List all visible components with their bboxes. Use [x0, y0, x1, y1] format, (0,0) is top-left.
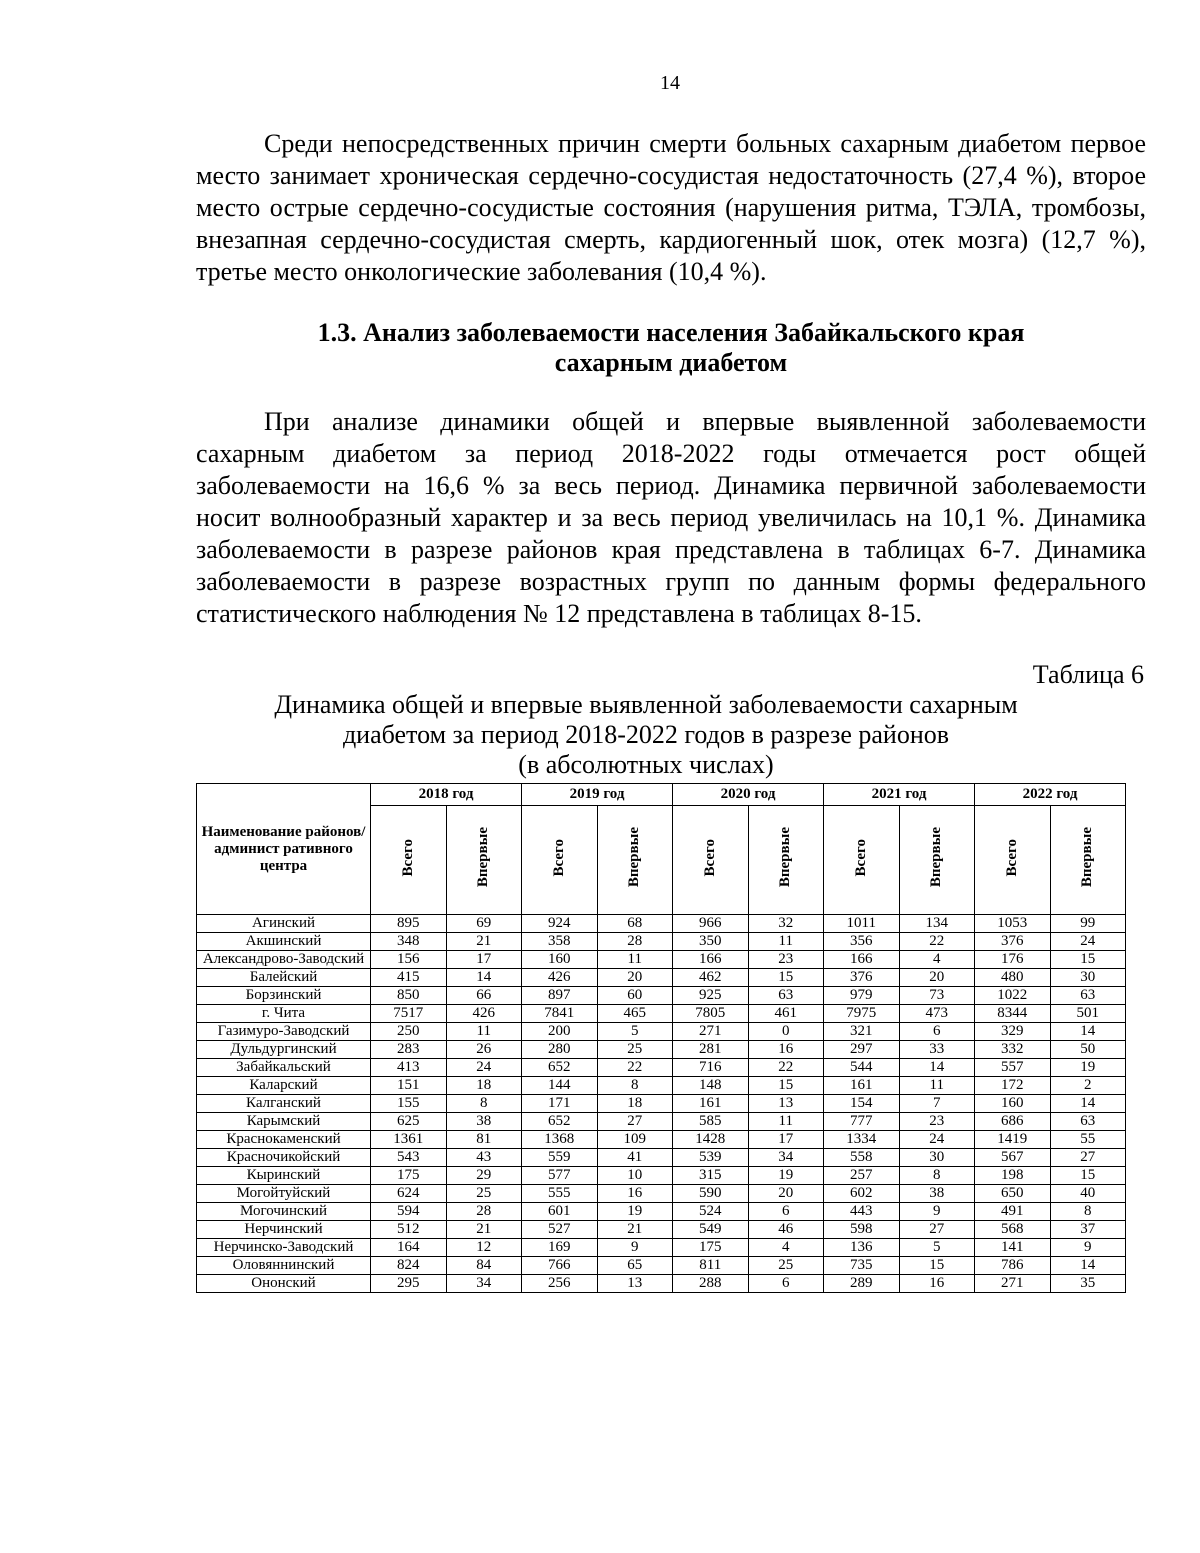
new-cases-cell: 73 [899, 987, 975, 1005]
incidence-table [196, 783, 1126, 1293]
district-name: Ононский [197, 1275, 371, 1293]
new-cases-cell: 63 [1050, 1113, 1126, 1131]
district-name: Карымский [197, 1113, 371, 1131]
total-cell: 602 [824, 1185, 900, 1203]
district-name: Дульдургинский [197, 1041, 371, 1059]
total-cell: 577 [522, 1167, 598, 1185]
total-cell: 895 [371, 915, 447, 933]
new-cases-cell: 14 [446, 969, 522, 987]
new-cases-cell: 6 [899, 1023, 975, 1041]
total-cell: 256 [522, 1275, 598, 1293]
total-header [371, 806, 447, 915]
new-cases-cell: 81 [446, 1131, 522, 1149]
new-cases-cell: 25 [446, 1185, 522, 1203]
heading-line-2: сахарным диабетом [554, 348, 788, 377]
paragraph-causes-of-death [196, 128, 1146, 288]
table-row [197, 1095, 1126, 1113]
caption-line-3: (в абсолютных числах) [518, 750, 774, 779]
total-label: Всего [852, 838, 869, 877]
new-cases-cell: 15 [899, 1257, 975, 1275]
total-cell: 979 [824, 987, 900, 1005]
new-cases-cell: 5 [597, 1023, 673, 1041]
total-cell: 557 [975, 1059, 1051, 1077]
new-cases-cell: 501 [1050, 1005, 1126, 1023]
new-cases-cell: 21 [597, 1221, 673, 1239]
total-cell: 356 [824, 933, 900, 951]
table-row [197, 1149, 1126, 1167]
total-cell: 716 [673, 1059, 749, 1077]
new-cases-cell: 4 [748, 1239, 824, 1257]
total-cell: 175 [371, 1167, 447, 1185]
total-cell: 480 [975, 969, 1051, 987]
new-cases-cell: 46 [748, 1221, 824, 1239]
new-cases-cell: 27 [1050, 1149, 1126, 1167]
total-cell: 1053 [975, 915, 1051, 933]
year-header: 2021 год [824, 784, 975, 806]
total-cell: 200 [522, 1023, 598, 1041]
total-cell: 156 [371, 951, 447, 969]
new-header [597, 806, 673, 915]
total-cell: 850 [371, 987, 447, 1005]
total-cell: 198 [975, 1167, 1051, 1185]
total-cell: 543 [371, 1149, 447, 1167]
table-row [197, 1077, 1126, 1095]
total-cell: 161 [673, 1095, 749, 1113]
paragraph-text: При анализе динамики общей и впервые выявленной заболеваемости сахарным диабетом за период 2018-2022 годы отмечается рост общей заболеваемости на 16,6 % за весь период. Динамика первичной заболеваемости носит волнообразный характер и за весь период увеличилась на 10,1 %. Динамика заболеваемости в разрезе районов края представлена в таблицах 6-7. Динамика заболеваемости в разрезе возрастных групп по данным формы федерального статистического наблюдения № 12 представлена в таблицах 8-15. [196, 407, 1146, 628]
total-label: Всего [399, 838, 416, 877]
district-name: г. Чита [197, 1005, 371, 1023]
table-label: Таблица 6 [1032, 660, 1144, 689]
total-cell: 166 [824, 951, 900, 969]
district-name: Калганский [197, 1095, 371, 1113]
total-cell: 171 [522, 1095, 598, 1113]
total-cell: 650 [975, 1185, 1051, 1203]
new-cases-cell: 34 [748, 1149, 824, 1167]
total-cell: 172 [975, 1077, 1051, 1095]
district-name: Могойтуйский [197, 1185, 371, 1203]
new-cases-cell: 43 [446, 1149, 522, 1167]
total-cell: 413 [371, 1059, 447, 1077]
new-cases-cell: 461 [748, 1005, 824, 1023]
total-cell: 283 [371, 1041, 447, 1059]
total-cell: 462 [673, 969, 749, 987]
new-cases-cell: 134 [899, 915, 975, 933]
caption-line-1: Динамика общей и впервые выявленной заболеваемости сахарным [274, 690, 1018, 719]
total-cell: 166 [673, 951, 749, 969]
district-name-header: Наименование районов/админист ративного центра [197, 784, 371, 915]
total-cell: 281 [673, 1041, 749, 1059]
new-cases-cell: 473 [899, 1005, 975, 1023]
total-cell: 686 [975, 1113, 1051, 1131]
year-header: 2019 год [522, 784, 673, 806]
total-cell: 376 [975, 933, 1051, 951]
new-cases-cell: 21 [446, 1221, 522, 1239]
district-name: Балейский [197, 969, 371, 987]
district-name: Кыринский [197, 1167, 371, 1185]
section-heading [196, 318, 1146, 378]
total-cell: 1022 [975, 987, 1051, 1005]
total-cell: 148 [673, 1077, 749, 1095]
total-cell: 348 [371, 933, 447, 951]
total-label: Всего [1003, 838, 1020, 877]
new-cases-cell: 29 [446, 1167, 522, 1185]
total-cell: 426 [522, 969, 598, 987]
table-row [197, 1041, 1126, 1059]
table-row [197, 969, 1126, 987]
new-cases-cell: 19 [748, 1167, 824, 1185]
new-cases-cell: 20 [899, 969, 975, 987]
total-cell: 1334 [824, 1131, 900, 1149]
new-cases-cell: 14 [899, 1059, 975, 1077]
table-row [197, 1185, 1126, 1203]
total-cell: 777 [824, 1113, 900, 1131]
total-cell: 1368 [522, 1131, 598, 1149]
total-cell: 315 [673, 1167, 749, 1185]
table-row [197, 1113, 1126, 1131]
year-header: 2022 год [975, 784, 1126, 806]
new-cases-cell: 30 [1050, 969, 1126, 987]
new-cases-cell: 28 [446, 1203, 522, 1221]
new-cases-cell: 17 [446, 951, 522, 969]
total-cell: 141 [975, 1239, 1051, 1257]
table-row [197, 1023, 1126, 1041]
total-cell: 1011 [824, 915, 900, 933]
total-cell: 625 [371, 1113, 447, 1131]
new-cases-cell: 465 [597, 1005, 673, 1023]
new-cases-cell: 20 [748, 1185, 824, 1203]
new-label: Впервые [777, 827, 794, 888]
new-cases-cell: 9 [899, 1203, 975, 1221]
total-cell: 297 [824, 1041, 900, 1059]
new-header [899, 806, 975, 915]
new-cases-cell: 33 [899, 1041, 975, 1059]
total-cell: 288 [673, 1275, 749, 1293]
district-name: Борзинский [197, 987, 371, 1005]
total-cell: 151 [371, 1077, 447, 1095]
new-cases-cell: 19 [1050, 1059, 1126, 1077]
total-cell: 160 [975, 1095, 1051, 1113]
total-cell: 7517 [371, 1005, 447, 1023]
total-cell: 7975 [824, 1005, 900, 1023]
new-cases-cell: 63 [748, 987, 824, 1005]
total-cell: 559 [522, 1149, 598, 1167]
new-label: Впервые [1079, 827, 1096, 888]
paragraph-text: Среди непосредственных причин смерти больных сахарным диабетом первое место занимает хроническая сердечно-сосудистая недостаточность (27,4 %), второе место острые сердечно-сосудистые состояния (нарушения ритма, ТЭЛА, тромбозы, внезапная сердечно-сосудистая смерть, кардиогенный шок, отек мозга) (12,7 %), третье место онкологические заболевания (10,4 %). [196, 129, 1146, 286]
new-header [1050, 806, 1126, 915]
district-name: Нерчинский [197, 1221, 371, 1239]
new-cases-cell: 24 [1050, 933, 1126, 951]
total-cell: 176 [975, 951, 1051, 969]
new-header [748, 806, 824, 915]
total-cell: 624 [371, 1185, 447, 1203]
new-cases-cell: 109 [597, 1131, 673, 1149]
total-header [522, 806, 598, 915]
new-cases-cell: 0 [748, 1023, 824, 1041]
new-cases-cell: 14 [1050, 1023, 1126, 1041]
new-cases-cell: 55 [1050, 1131, 1126, 1149]
district-name: Красночикойский [197, 1149, 371, 1167]
new-cases-cell: 426 [446, 1005, 522, 1023]
heading-line-1: 1.3. Анализ заболеваемости населения Забайкальского края [317, 318, 1025, 347]
new-cases-cell: 22 [748, 1059, 824, 1077]
new-cases-cell: 21 [446, 933, 522, 951]
table-row [197, 987, 1126, 1005]
total-cell: 811 [673, 1257, 749, 1275]
new-cases-cell: 23 [748, 951, 824, 969]
new-cases-cell: 14 [1050, 1257, 1126, 1275]
new-cases-cell: 12 [446, 1239, 522, 1257]
table-row [197, 951, 1126, 969]
table-row [197, 933, 1126, 951]
total-label: Всего [550, 838, 567, 877]
total-cell: 350 [673, 933, 749, 951]
new-cases-cell: 5 [899, 1239, 975, 1257]
table-caption [196, 690, 1096, 780]
total-cell: 7841 [522, 1005, 598, 1023]
new-cases-cell: 40 [1050, 1185, 1126, 1203]
total-cell: 966 [673, 915, 749, 933]
new-cases-cell: 63 [1050, 987, 1126, 1005]
total-cell: 766 [522, 1257, 598, 1275]
district-name: Оловяннинский [197, 1257, 371, 1275]
page-number: 14 [660, 72, 680, 94]
new-cases-cell: 9 [1050, 1239, 1126, 1257]
new-cases-cell: 24 [446, 1059, 522, 1077]
total-cell: 897 [522, 987, 598, 1005]
district-name: Александрово-Заводский [197, 951, 371, 969]
total-cell: 415 [371, 969, 447, 987]
total-cell: 925 [673, 987, 749, 1005]
new-cases-cell: 11 [748, 933, 824, 951]
new-label: Впервые [928, 827, 945, 888]
total-cell: 271 [673, 1023, 749, 1041]
new-cases-cell: 11 [446, 1023, 522, 1041]
total-cell: 7805 [673, 1005, 749, 1023]
table-row [197, 1221, 1126, 1239]
new-cases-cell: 4 [899, 951, 975, 969]
total-cell: 329 [975, 1023, 1051, 1041]
table-row [197, 1005, 1126, 1023]
total-cell: 271 [975, 1275, 1051, 1293]
total-cell: 652 [522, 1059, 598, 1077]
new-cases-cell: 50 [1050, 1041, 1126, 1059]
new-cases-cell: 7 [899, 1095, 975, 1113]
total-cell: 824 [371, 1257, 447, 1275]
total-cell: 8344 [975, 1005, 1051, 1023]
table-row [197, 1131, 1126, 1149]
new-cases-cell: 13 [748, 1095, 824, 1113]
total-cell: 527 [522, 1221, 598, 1239]
total-cell: 544 [824, 1059, 900, 1077]
year-header: 2018 год [371, 784, 522, 806]
table-row [197, 1167, 1126, 1185]
new-cases-cell: 10 [597, 1167, 673, 1185]
total-cell: 512 [371, 1221, 447, 1239]
total-cell: 257 [824, 1167, 900, 1185]
total-cell: 169 [522, 1239, 598, 1257]
total-cell: 443 [824, 1203, 900, 1221]
new-cases-cell: 22 [899, 933, 975, 951]
new-cases-cell: 41 [597, 1149, 673, 1167]
total-cell: 568 [975, 1221, 1051, 1239]
new-cases-cell: 15 [1050, 1167, 1126, 1185]
total-cell: 155 [371, 1095, 447, 1113]
new-cases-cell: 69 [446, 915, 522, 933]
new-cases-cell: 30 [899, 1149, 975, 1167]
total-cell: 1419 [975, 1131, 1051, 1149]
table-row [197, 1275, 1126, 1293]
table-row [197, 915, 1126, 933]
district-name: Акшинский [197, 933, 371, 951]
new-cases-cell: 11 [748, 1113, 824, 1131]
new-cases-cell: 20 [597, 969, 673, 987]
new-cases-cell: 18 [446, 1077, 522, 1095]
year-header-row [197, 784, 1126, 806]
paragraph-analysis [196, 406, 1146, 630]
district-name: Каларский [197, 1077, 371, 1095]
total-cell: 491 [975, 1203, 1051, 1221]
new-cases-cell: 8 [899, 1167, 975, 1185]
new-label: Впервые [626, 827, 643, 888]
new-cases-cell: 25 [597, 1041, 673, 1059]
new-cases-cell: 16 [597, 1185, 673, 1203]
total-header [975, 806, 1051, 915]
new-cases-cell: 14 [1050, 1095, 1126, 1113]
new-cases-cell: 11 [597, 951, 673, 969]
total-cell: 549 [673, 1221, 749, 1239]
total-cell: 786 [975, 1257, 1051, 1275]
total-cell: 539 [673, 1149, 749, 1167]
new-cases-cell: 24 [899, 1131, 975, 1149]
total-cell: 598 [824, 1221, 900, 1239]
new-cases-cell: 32 [748, 915, 824, 933]
district-name: Забайкальский [197, 1059, 371, 1077]
new-cases-cell: 60 [597, 987, 673, 1005]
district-name: Агинский [197, 915, 371, 933]
total-cell: 321 [824, 1023, 900, 1041]
new-cases-cell: 16 [899, 1275, 975, 1293]
total-cell: 376 [824, 969, 900, 987]
new-cases-cell: 6 [748, 1203, 824, 1221]
new-cases-cell: 2 [1050, 1077, 1126, 1095]
new-cases-cell: 27 [597, 1113, 673, 1131]
total-cell: 136 [824, 1239, 900, 1257]
table-row [197, 1203, 1126, 1221]
total-cell: 289 [824, 1275, 900, 1293]
total-cell: 1428 [673, 1131, 749, 1149]
total-cell: 332 [975, 1041, 1051, 1059]
new-cases-cell: 23 [899, 1113, 975, 1131]
new-cases-cell: 37 [1050, 1221, 1126, 1239]
new-cases-cell: 99 [1050, 915, 1126, 933]
total-label: Всего [701, 838, 718, 877]
new-cases-cell: 16 [748, 1041, 824, 1059]
new-cases-cell: 68 [597, 915, 673, 933]
total-cell: 652 [522, 1113, 598, 1131]
new-cases-cell: 17 [748, 1131, 824, 1149]
new-cases-cell: 34 [446, 1275, 522, 1293]
new-cases-cell: 84 [446, 1257, 522, 1275]
new-cases-cell: 26 [446, 1041, 522, 1059]
new-cases-cell: 8 [446, 1095, 522, 1113]
new-cases-cell: 6 [748, 1275, 824, 1293]
table-row [197, 1257, 1126, 1275]
year-header: 2020 год [673, 784, 824, 806]
table-body [197, 915, 1126, 1293]
total-header [673, 806, 749, 915]
total-header [824, 806, 900, 915]
new-cases-cell: 35 [1050, 1275, 1126, 1293]
new-cases-cell: 28 [597, 933, 673, 951]
new-cases-cell: 19 [597, 1203, 673, 1221]
new-cases-cell: 38 [899, 1185, 975, 1203]
new-cases-cell: 15 [748, 1077, 824, 1095]
total-cell: 295 [371, 1275, 447, 1293]
new-cases-cell: 8 [1050, 1203, 1126, 1221]
total-cell: 175 [673, 1239, 749, 1257]
total-cell: 558 [824, 1149, 900, 1167]
district-name: Могочинский [197, 1203, 371, 1221]
new-header [446, 806, 522, 915]
total-cell: 594 [371, 1203, 447, 1221]
total-cell: 555 [522, 1185, 598, 1203]
new-cases-cell: 13 [597, 1275, 673, 1293]
new-cases-cell: 9 [597, 1239, 673, 1257]
total-cell: 358 [522, 933, 598, 951]
new-label: Впервые [475, 827, 492, 888]
table-row [197, 1059, 1126, 1077]
new-cases-cell: 22 [597, 1059, 673, 1077]
new-cases-cell: 18 [597, 1095, 673, 1113]
table-row [197, 1239, 1126, 1257]
new-cases-cell: 8 [597, 1077, 673, 1095]
total-cell: 164 [371, 1239, 447, 1257]
total-cell: 154 [824, 1095, 900, 1113]
total-cell: 567 [975, 1149, 1051, 1167]
total-cell: 160 [522, 951, 598, 969]
total-cell: 524 [673, 1203, 749, 1221]
total-cell: 280 [522, 1041, 598, 1059]
total-cell: 735 [824, 1257, 900, 1275]
total-cell: 601 [522, 1203, 598, 1221]
total-cell: 590 [673, 1185, 749, 1203]
new-cases-cell: 11 [899, 1077, 975, 1095]
district-name: Краснокаменский [197, 1131, 371, 1149]
total-cell: 250 [371, 1023, 447, 1041]
total-cell: 161 [824, 1077, 900, 1095]
new-cases-cell: 27 [899, 1221, 975, 1239]
caption-line-2: диабетом за период 2018-2022 годов в разрезе районов [342, 720, 950, 749]
new-cases-cell: 25 [748, 1257, 824, 1275]
new-cases-cell: 15 [748, 969, 824, 987]
district-name: Нерчинско-Заводский [197, 1239, 371, 1257]
total-cell: 585 [673, 1113, 749, 1131]
new-cases-cell: 15 [1050, 951, 1126, 969]
total-cell: 1361 [371, 1131, 447, 1149]
total-cell: 144 [522, 1077, 598, 1095]
total-cell: 924 [522, 915, 598, 933]
new-cases-cell: 38 [446, 1113, 522, 1131]
new-cases-cell: 65 [597, 1257, 673, 1275]
district-name: Газимуро-Заводский [197, 1023, 371, 1041]
new-cases-cell: 66 [446, 987, 522, 1005]
